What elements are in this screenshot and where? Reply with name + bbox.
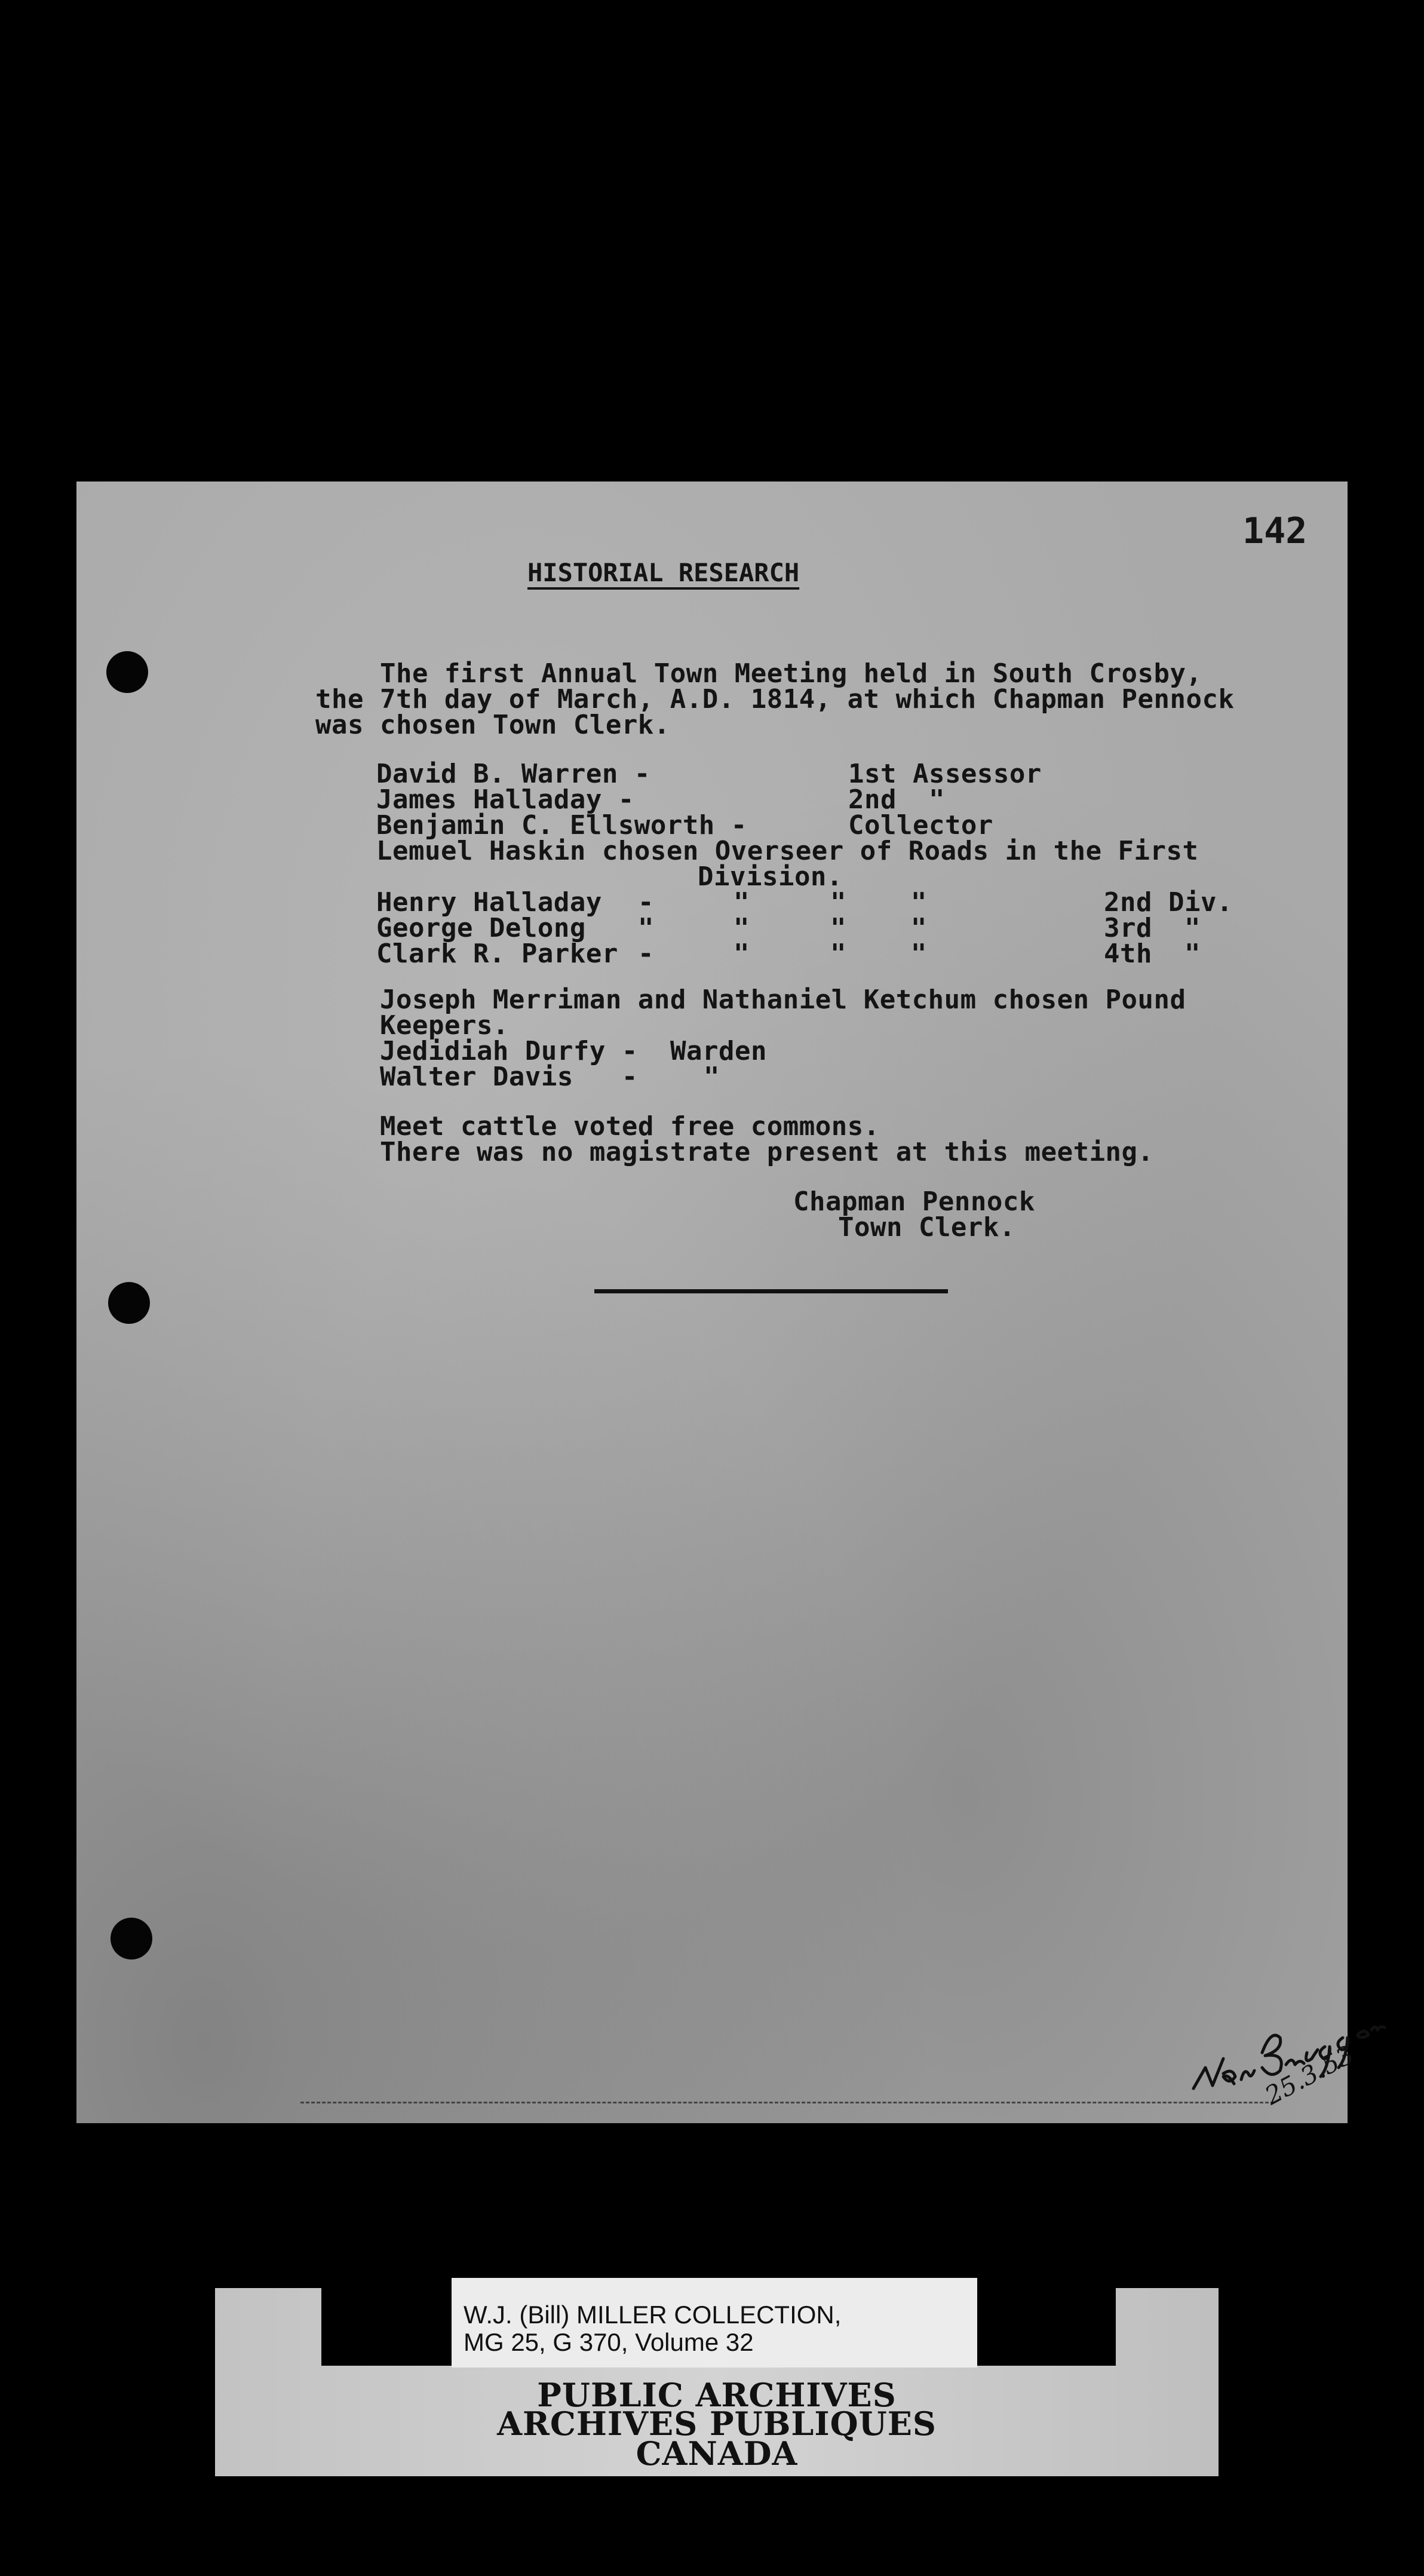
division-ditto: " " "	[734, 887, 927, 918]
collection-line: MG 25, G 370, Volume 32	[464, 2328, 754, 2356]
scanned-page	[76, 482, 1359, 2123]
warden-name: Walter Davis -	[380, 1062, 638, 1092]
punch-hole-bottom	[111, 1918, 152, 1959]
note-line: Meet cattle voted free commons.	[380, 1111, 880, 1142]
officer-office: Collector	[848, 810, 993, 841]
division-name: Clark R. Parker	[376, 939, 618, 969]
division-number: 3rd "	[1104, 913, 1201, 943]
archive-stamp-line: CANADA	[636, 2434, 798, 2473]
punch-hole-top	[106, 651, 148, 693]
archive-stamp-line: ARCHIVES PUBLIQUES	[497, 2405, 937, 2443]
division-number: 2nd Div.	[1104, 887, 1233, 918]
overseer-line: Division.	[698, 861, 843, 892]
paragraph-line: the 7th day of March, A.D. 1814, at which Chapman Pennock	[315, 684, 1235, 714]
paragraph-line: was chosen Town Clerk.	[315, 710, 670, 740]
paragraph-line: The first Annual Town Meeting held in South Crosby,	[315, 658, 1202, 689]
officer-office: 1st Assessor	[848, 759, 1042, 789]
signature-title: Town Clerk.	[838, 1212, 1015, 1243]
handwritten-date: 25.3.53	[1260, 2040, 1359, 2111]
officer-name: James Halladay -	[376, 784, 634, 815]
overseer-line: Lemuel Haskin chosen Overseer of Roads in the First	[376, 836, 1199, 866]
dashed-bottom-line	[300, 2102, 1274, 2103]
warden-office: Warden	[670, 1036, 767, 1066]
division-dash: "	[638, 913, 654, 943]
officer-name: David B. Warren -	[376, 759, 650, 789]
officer-office: 2nd "	[848, 784, 945, 815]
page-heading: HISTORIAL RESEARCH	[527, 558, 800, 587]
division-number: 4th "	[1104, 939, 1201, 969]
handwritten-signature	[1181, 1963, 1424, 2118]
signature-name: Chapman Pennock	[793, 1186, 1035, 1217]
division-ditto: " " "	[734, 913, 927, 943]
division-dash: -	[638, 939, 654, 969]
horizontal-rule	[594, 1289, 948, 1293]
page-number: 142	[1242, 510, 1308, 552]
division-dash: -	[638, 887, 654, 918]
officer-name: Benjamin C. Ellsworth -	[376, 810, 747, 841]
archive-stamp-line: PUBLIC ARCHIVES	[537, 2376, 897, 2414]
collection-label	[452, 2278, 977, 2368]
warden-office: "	[704, 1062, 720, 1092]
punch-hole-middle	[108, 1282, 150, 1324]
pound-keepers-line: Keepers.	[380, 1010, 509, 1041]
division-name: George Delong	[376, 913, 586, 943]
division-name: Henry Halladay	[376, 887, 602, 918]
pound-keepers-line: Joseph Merriman and Nathaniel Ketchum chosen Pound	[380, 985, 1186, 1015]
division-ditto: " " "	[734, 939, 927, 969]
note-line: There was no magistrate present at this meeting.	[380, 1137, 1154, 1167]
collection-line: W.J. (Bill) MILLER COLLECTION,	[464, 2301, 842, 2329]
warden-name: Jedidiah Durfy -	[380, 1036, 638, 1066]
